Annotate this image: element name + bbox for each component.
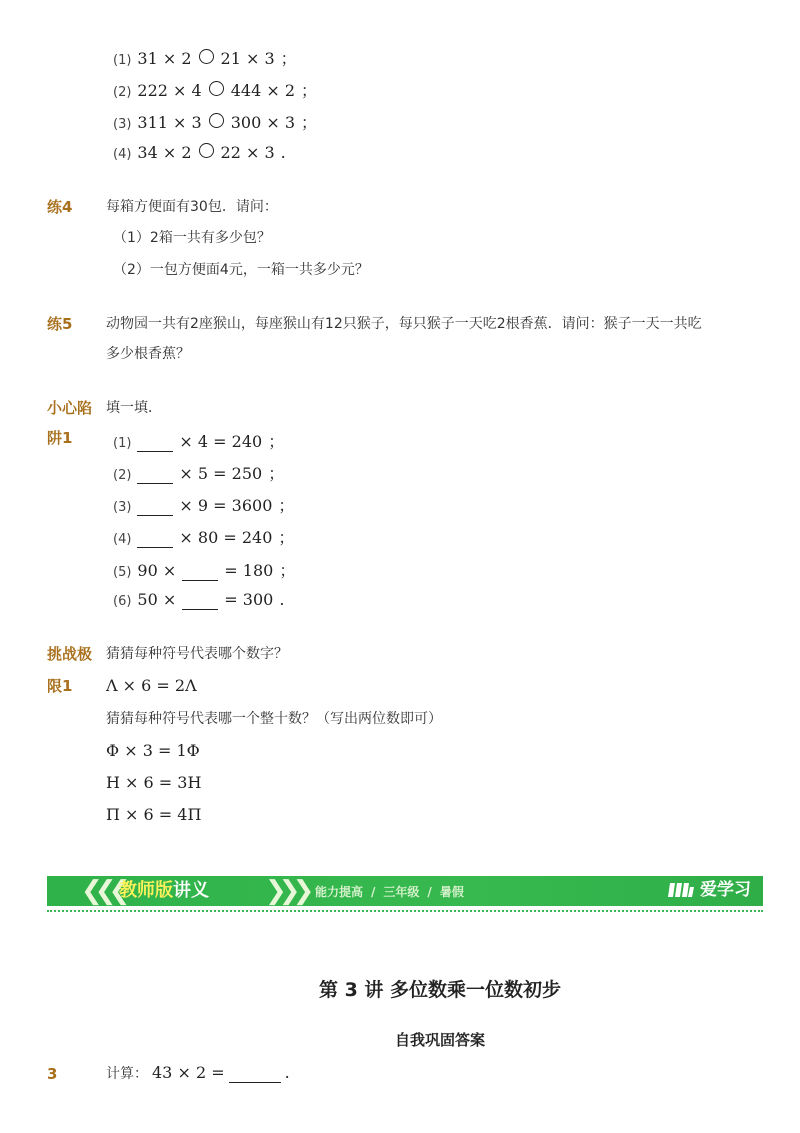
- trap-label-line-2: 阱1: [47, 429, 73, 447]
- fill-item: [113, 461, 284, 484]
- lecture-title: 第 3 讲 多位数乘一位数初步: [318, 979, 562, 1001]
- compare-item-left: 222 × 4: [137, 81, 202, 100]
- fill-item-number: (4): [113, 532, 132, 547]
- trap-label-line-1: 小心陷: [47, 399, 93, 417]
- fill-item-end: ；: [268, 464, 285, 483]
- compare-item-number: (4): [113, 147, 132, 162]
- answer-3-row: [106, 1063, 290, 1084]
- trap-instruction: 填一填．: [106, 400, 162, 416]
- fill-item-blank: [182, 590, 218, 610]
- fill-item-blank: [137, 528, 173, 548]
- compare-item-number: (3): [113, 117, 132, 132]
- exercise-5-label: 练5: [47, 315, 73, 333]
- fill-item: [113, 493, 294, 516]
- compare-circle-icon: [209, 113, 224, 128]
- fill-item-number: (5): [113, 565, 132, 580]
- banner-breadcrumb: [315, 884, 472, 900]
- compare-circle-icon: [199, 143, 214, 158]
- compare-item-right: 21 × 3: [220, 49, 275, 68]
- fill-item-post: × 4 = 240: [179, 432, 263, 451]
- fill-item-blank: [137, 464, 173, 484]
- challenge-equation-2: Φ × 3 = 1Φ: [106, 741, 200, 760]
- compare-item-end: .: [280, 143, 286, 162]
- fill-item-number: (2): [113, 468, 132, 483]
- compare-item-end: ；: [280, 49, 297, 68]
- fill-item-end: ；: [278, 496, 295, 515]
- fill-item-post: × 9 = 3600: [179, 496, 273, 515]
- banner-title: [119, 880, 209, 902]
- challenge-equation-4: Π × 6 = 4Π: [106, 805, 202, 824]
- fill-item-pre: 50 ×: [137, 590, 177, 609]
- compare-item: [113, 143, 286, 162]
- fill-item-end: .: [279, 590, 285, 609]
- exercise-4-label: 练4: [47, 198, 73, 216]
- challenge-question-2: 猜猜每种符号代表哪一个整十数？（写出两位数即可）: [106, 711, 442, 727]
- fill-item-end: ；: [268, 432, 285, 451]
- fill-item-post: = 180: [224, 561, 274, 580]
- compare-item-end: ；: [301, 81, 318, 100]
- challenge-question: 猜猜每种符号代表哪个数字？: [106, 646, 288, 662]
- fill-item: [113, 590, 284, 610]
- chevron-left-icon: ❮❮❮: [81, 876, 123, 906]
- challenge-label-line-2: 限1: [47, 677, 73, 695]
- crumb-sep: /: [371, 885, 376, 899]
- compare-item-left: 31 × 2: [137, 49, 192, 68]
- fill-item-blank: [137, 496, 173, 516]
- banner-title-a: 教师版: [119, 880, 173, 901]
- fill-item-number: (3): [113, 500, 132, 515]
- compare-item-right: 444 × 2: [230, 81, 296, 100]
- compare-item-number: (2): [113, 85, 132, 100]
- crumb-level: 能力提高: [315, 885, 364, 899]
- crumb-grade: 三年级: [383, 885, 420, 899]
- fill-item: [113, 525, 294, 548]
- fill-item-blank: [182, 561, 218, 581]
- fill-item-end: ；: [279, 561, 296, 580]
- banner-title-b: 讲义: [173, 880, 209, 901]
- challenge-equation-1: Λ × 6 = 2Λ: [106, 676, 197, 695]
- answer-3-prefix: 计算：: [106, 1066, 148, 1082]
- brand: [668, 879, 751, 901]
- compare-item-right: 300 × 3: [230, 113, 296, 132]
- fill-item-post: × 80 = 240: [179, 528, 273, 547]
- exercise-5-line-1: 动物园一共有2座猴山，每座猴山有12只猴子，每只猴子一天吃2根香蕉．请问：猴子一天一共吃: [106, 316, 702, 332]
- compare-circle-icon: [209, 81, 224, 96]
- fill-item-post: × 5 = 250: [179, 464, 263, 483]
- fill-item: [113, 429, 284, 452]
- exercise-4-question: 每箱方便面有30包．请问：: [106, 199, 278, 215]
- compare-circle-icon: [199, 49, 214, 64]
- teacher-edition-banner: [47, 876, 763, 906]
- challenge-equation-3: H × 6 = 3H: [106, 773, 202, 792]
- compare-item: [113, 110, 317, 133]
- exercise-4-item-1: （1）2箱一共有多少包？: [113, 230, 271, 246]
- exercise-5-line-2: 多少根香蕉？: [106, 346, 190, 362]
- compare-item-left: 34 × 2: [137, 143, 192, 162]
- fill-item-post: = 300: [224, 590, 274, 609]
- compare-item-left: 311 × 3: [137, 113, 202, 132]
- brand-logo-icon: [668, 879, 694, 901]
- crumb-term: 暑假: [439, 885, 464, 899]
- lecture-subtitle: 自我巩固答案: [394, 1031, 485, 1049]
- fill-item: [113, 558, 295, 581]
- chevron-right-icon: ❯❯❯: [265, 876, 307, 906]
- fill-item-number: (6): [113, 594, 132, 609]
- answer-3-expression: 43 × 2 =: [152, 1063, 225, 1082]
- compare-item: [113, 46, 297, 69]
- answer-3-end: .: [284, 1063, 290, 1082]
- compare-item-right: 22 × 3: [220, 143, 275, 162]
- crumb-sep: /: [427, 885, 432, 899]
- challenge-label-line-1: 挑战极: [47, 645, 93, 663]
- fill-item-pre: 90 ×: [137, 561, 177, 580]
- fill-item-end: ；: [278, 528, 295, 547]
- banner-dotted-divider: [47, 910, 763, 912]
- fill-item-number: (1): [113, 436, 132, 451]
- fill-item-blank: [137, 432, 173, 452]
- answer-3-blank: [229, 1063, 281, 1083]
- answer-3-label: 3: [47, 1065, 58, 1083]
- compare-item-end: ；: [301, 113, 318, 132]
- exercise-4-item-2: （2）一包方便面4元，一箱一共多少元？: [113, 262, 369, 278]
- compare-item: [113, 78, 317, 101]
- brand-name: 爱学习: [700, 880, 751, 900]
- compare-item-number: (1): [113, 53, 132, 68]
